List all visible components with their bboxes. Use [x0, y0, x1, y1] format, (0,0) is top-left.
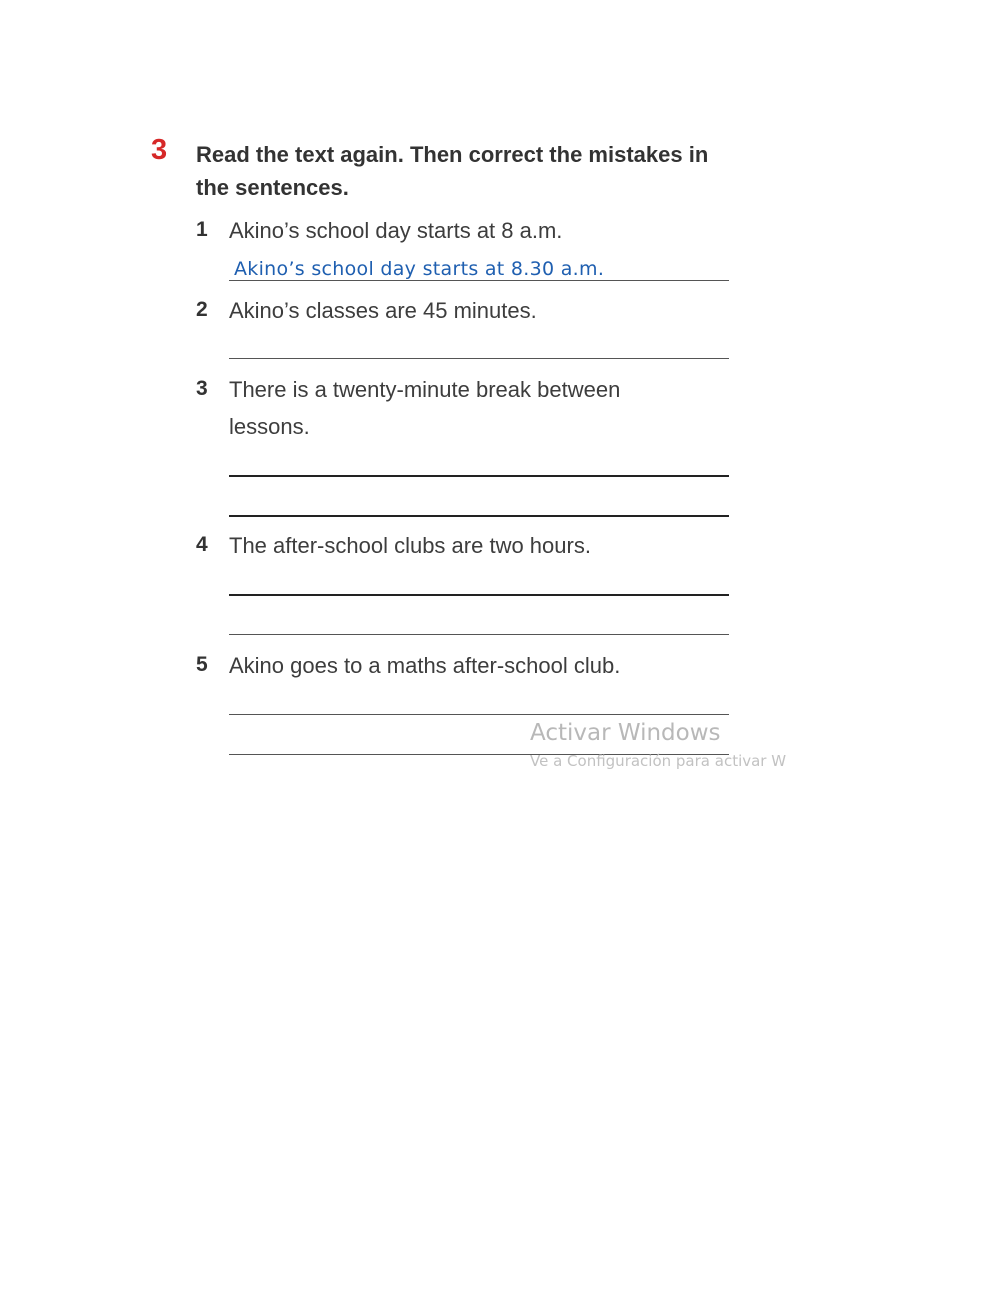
item-4-number: 4 — [196, 533, 208, 556]
item-4-answer-field[interactable] — [229, 566, 734, 594]
item-3-number: 3 — [196, 377, 208, 400]
item-5-text: Akino goes to a maths after-school club. — [229, 653, 621, 678]
item-2-answer-field[interactable] — [229, 330, 734, 358]
item-4-text: The after-school clubs are two hours. — [229, 533, 591, 558]
item-2-text: Akino’s classes are 45 minutes. — [229, 298, 537, 323]
item-3-answer-line-1 — [229, 475, 729, 477]
item-1-answer-line — [229, 280, 729, 281]
exercise-number: 3 — [151, 134, 168, 166]
item-2-answer-line — [229, 358, 729, 359]
item-5-answer-line-1 — [229, 714, 729, 715]
item-2-number: 2 — [196, 298, 208, 321]
item-1-number: 1 — [196, 218, 208, 241]
item-1-text: Akino’s school day starts at 8 a.m. — [229, 218, 563, 243]
item-3-text: There is a twenty-minute break between lessons. — [229, 377, 621, 439]
item-3-answer-field[interactable] — [229, 446, 734, 474]
item-1-answer-field[interactable] — [229, 255, 734, 283]
item-4-answer-line-2 — [229, 634, 729, 635]
item-5-number: 5 — [196, 653, 208, 676]
exercise-instructions: Read the text again. Then correct the mistakes in the sentences. — [196, 142, 709, 200]
item-3-answer-line-2 — [229, 515, 729, 517]
activation-watermark-subtitle: Ve a Configuración para activar W — [530, 752, 787, 770]
item-4-answer-line-1 — [229, 594, 729, 596]
item-5-answer-field[interactable] — [229, 686, 734, 714]
activation-watermark-title: Activar Windows — [530, 720, 721, 746]
